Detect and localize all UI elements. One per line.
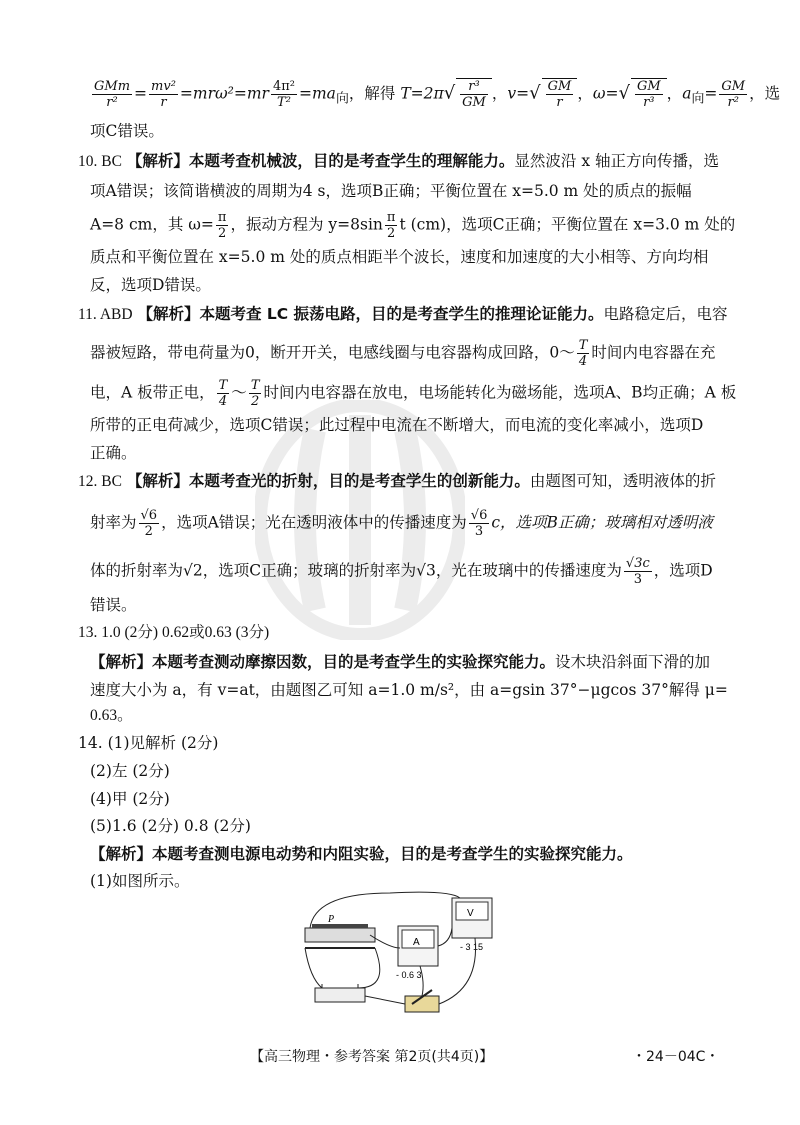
scale-v: - 3 15	[460, 942, 484, 952]
q10-line5: 反，选项D错误。	[90, 276, 211, 294]
q11-line2: 器被短路，带电荷量为0，断开开关，电感线圈与电容器构成回路，0～ $\frac{T}{4}$ 时间内电容器在充	[90, 338, 716, 369]
q12-line4: 错误。	[90, 596, 137, 614]
q12-line3: 体的折射率为√2，选项C正确；玻璃的折射率为√3，光在玻璃中的传播速度为 $\frac{√3c}{3}$ ，选项D	[90, 556, 713, 587]
label-p: P	[328, 914, 335, 925]
label-a: A	[413, 937, 420, 948]
q14-answer-4: (4)甲 (2分)	[90, 790, 170, 808]
q11-line3: 电，A 板带正电， $\frac{T}{4}$ ～ $\frac{T}{2}$ 时间内电容器在放电，电场能转化为磁场能，选项A、B均正确；A 板	[90, 378, 737, 409]
footer-page-info: 【高三物理・参考答案 第2页(共4页)】	[250, 1049, 494, 1065]
q12-line2: 射率为 $\frac{√6}{2}$ ，选项A错误；光在透明液体中的传播速度为 $\frac{√6}{3}$ c，选项B正确；玻璃相对透明液	[90, 508, 713, 539]
q10-line4: 质点和平衡位置在 x=5.0 m 处的质点相距半个波长，速度和加速度的大小相等、方向均相	[90, 248, 709, 266]
scale-a: - 0.6 3	[396, 970, 422, 980]
q11-line5: 正确。	[90, 444, 137, 462]
q14-answer-1: 14. (1)见解析 (2分)	[78, 734, 219, 752]
switch	[405, 996, 439, 1012]
footer-code: ・24－04C・	[632, 1049, 720, 1065]
q13-answer: 13. 1.0 (2分) 0.62或0.63 (3分)	[78, 624, 270, 641]
q13-line4: 0.63。	[90, 707, 133, 724]
label-v: V	[467, 908, 474, 919]
q11-line4: 所带的正电荷减少，选项C错误；此过程中电流在不断增大，而电流的变化率减小，选项D	[90, 416, 704, 434]
q13-line3: 速度大小为 a，有 v=at，由题图乙可知 a=1.0 m/s²，由 a=gsin 37°−μgcos 37°解得 μ=	[90, 681, 728, 699]
rheostat	[305, 928, 375, 942]
q13-line2: 【解析】本题考查测动摩擦因数，目的是考查学生的实验探究能力。设木块沿斜面下滑的加	[90, 653, 711, 671]
q12-line1: 12. BC 【解析】本题考查光的折射，目的是考查学生的创新能力。由题图可知，透明液体的折	[78, 472, 716, 490]
q10-line2: 项A错误；该简谐横波的周期为4 s，选项B正确；平衡位置在 x=5.0 m 处的质点的振幅	[90, 182, 692, 200]
q14-analysis: 【解析】本题考查测电源电动势和内阻实验，目的是考查学生的实验探究能力。	[90, 845, 633, 863]
q11-line1: 11. ABD 【解析】本题考查 LC 振荡电路，目的是考查学生的推理论证能力。电路稳定后，电容	[78, 305, 728, 323]
q9-formula-line: $\frac{\text{GMm}}{\text{r²}}$ = $\frac{\text{mv²}}{r}$ =mrω²=mr $\frac{\text{4π²}}{\text{T²}}$ $=ma_向$，解得 T=2π√ $\frac{\text{r³}}{GM}$ ，v=√ $\frac{GM}{r}$ ，ω=√ $\frac{GM}{\text{r³}}$ ，$a_向=$ $\frac{GM}{\text{r²}}$ ，选	[94, 79, 781, 110]
q14-answer-2: (2)左 (2分)	[90, 762, 170, 780]
q9-line2: 项C错误。	[90, 122, 164, 140]
q14-answer-5: (5)1.6 (2分) 0.8 (2分)	[90, 817, 251, 835]
battery	[315, 988, 365, 1002]
q14-line6: (1)如图所示。	[90, 872, 190, 890]
q10-line3: A=8 cm，其 ω= $\frac{\pi}{2}$ ，振动方程为 y=8sin $\frac{\pi}{2}$ t (cm)，选项C正确；平衡位置在 x=3.0 m 处的	[90, 210, 736, 241]
q10-line1: 10. BC 【解析】本题考查机械波，目的是考查学生的理解能力。显然波沿 x 轴正方向传播，选	[78, 152, 719, 170]
circuit-diagram	[300, 888, 500, 1023]
